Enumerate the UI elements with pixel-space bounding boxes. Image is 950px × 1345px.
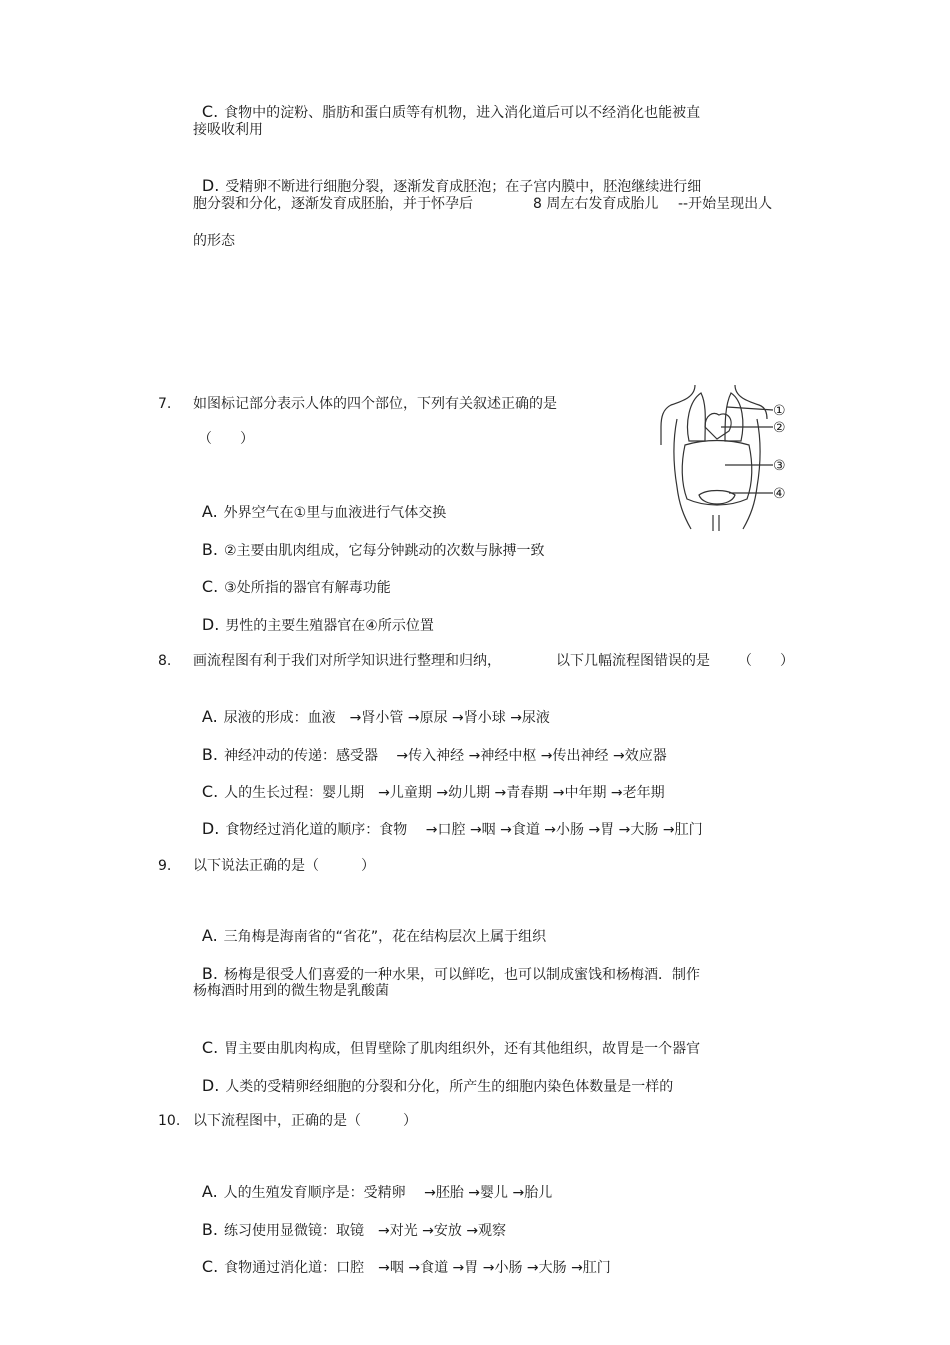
q10-option-c: C. 食物通过消化道：口腔 →咽 →食道 →胃 →小肠 →大肠 →肛门 (201, 1257, 611, 1276)
leader-line-1 (727, 407, 773, 410)
label-3: ③ (773, 458, 786, 474)
q7-option-c: C. ③处所指的器官有解毒功能 (201, 577, 391, 596)
q8-stem-b: 以下几幅流程图错误的是 (556, 653, 710, 669)
left-lung (688, 393, 706, 441)
human-torso-diagram (655, 383, 795, 533)
q9-stem: 以下说法正确的是（ ） (193, 858, 375, 874)
option-letter: D. (201, 176, 220, 195)
option-letter: A. (201, 707, 218, 726)
option-letter: A. (201, 926, 218, 945)
q8-option-b: B. 神经冲动的传递：感受器 →传入神经 →神经中枢 →传出神经 →效应器 (201, 745, 667, 764)
q6-option-d-line2c: --开始呈现出人 (678, 196, 773, 212)
right-lung (725, 393, 743, 441)
q10-option-b: B. 练习使用显微镜：取镜 →对光 →安放 →观察 (201, 1220, 507, 1239)
heart-organ (705, 414, 731, 440)
q7-stem: 如图标记部分表示人体的四个部位，下列有关叙述正确的是 (193, 396, 557, 412)
q9-option-d: D. 人类的受精卵经细胞的分裂和分化，所产生的细胞内染色体数量是一样的 (201, 1076, 674, 1095)
abdominal-organ (682, 441, 752, 506)
q8-option-c: C. 人的生长过程：婴儿期 →儿童期 →幼儿期 →青春期 →中年期 →老年期 (201, 782, 665, 801)
option-letter: B. (201, 964, 218, 983)
q8-option-a: A. 尿液的形成：血液 →肾小管 →原尿 →肾小球 →尿液 (201, 707, 550, 726)
question-number: 8. (158, 653, 172, 669)
option-letter: D. (201, 1076, 220, 1095)
q6-option-d-line3: 的形态 (193, 233, 235, 249)
option-letter: D. (201, 819, 220, 838)
label-1: ① (773, 403, 786, 419)
option-letter: B. (201, 745, 218, 764)
q8-option-d: D. 食物经过消化道的顺序：食物 →口腔 →咽 →食道 →小肠 →胃 →大肠 →肛门 (201, 819, 703, 838)
question-number: 9. (158, 858, 172, 874)
q9-option-a: A. 三角梅是海南省的“省花”，花在结构层次上属于组织 (201, 926, 547, 945)
option-letter: C. (201, 782, 219, 801)
label-4: ④ (773, 486, 786, 502)
q7-option-d: D. 男性的主要生殖器官在④所示位置 (201, 615, 434, 634)
q6-option-c-line2: 接吸收利用 (193, 122, 263, 138)
option-letter: B. (201, 1220, 218, 1239)
option-letter: A. (201, 502, 218, 521)
q8-stem-a: 画流程图有利于我们对所学知识进行整理和归纳， (193, 653, 501, 669)
q6-option-d-line2b: 8 周左右发育成胎儿 (533, 196, 659, 212)
option-letter: C. (201, 1038, 219, 1057)
q8-answer-blank: （ ） (738, 653, 794, 669)
q10-stem: 以下流程图中，正确的是（ ） (193, 1113, 417, 1129)
q9-option-b-line2: 杨梅酒时用到的微生物是乳酸菌 (193, 983, 389, 999)
q6-option-c-line1: C. 食物中的淀粉、脂肪和蛋白质等有机物，进入消化道后可以不经消化也能被直 (201, 102, 701, 121)
question-number: 7. (158, 396, 172, 412)
q6-option-d-line2a: 胞分裂和分化，逐渐发育成胚胎，并于怀孕后 (193, 196, 473, 212)
option-letter: A. (201, 1182, 218, 1201)
option-letter: C. (201, 577, 219, 596)
label-2: ② (773, 420, 786, 436)
torso-left-shoulder (661, 385, 695, 445)
q6-option-d-line1: D. 受精卵不断进行细胞分裂，逐渐发育成胚泡；在子宫内膜中，胚泡继续进行细 (201, 176, 702, 195)
q7-option-a: A. 外界空气在①里与血液进行气体交换 (201, 502, 447, 521)
q9-option-b-line1: B. 杨梅是很受人们喜爱的一种水果，可以鲜吃，也可以制成蜜饯和杨梅酒．制作 (201, 964, 700, 983)
option-letter: C. (201, 1257, 219, 1276)
torso-right-shoulder (735, 385, 767, 419)
q7-option-b: B. ②主要由肌肉组成，它每分钟跳动的次数与脉搏一致 (201, 540, 545, 559)
option-letter: D. (201, 615, 220, 634)
question-number: 10. (158, 1113, 181, 1129)
q9-option-c: C. 胃主要由肌肉构成，但胃壁除了肌肉组织外，还有其他组织，故胃是一个器官 (201, 1038, 701, 1057)
q7-answer-blank: （ ） (198, 431, 254, 447)
q10-option-a: A. 人的生殖发育顺序是：受精卵 →胚胎 →婴儿 →胎儿 (201, 1182, 553, 1201)
option-letter: C. (201, 102, 219, 121)
option-letter: B. (201, 540, 218, 559)
